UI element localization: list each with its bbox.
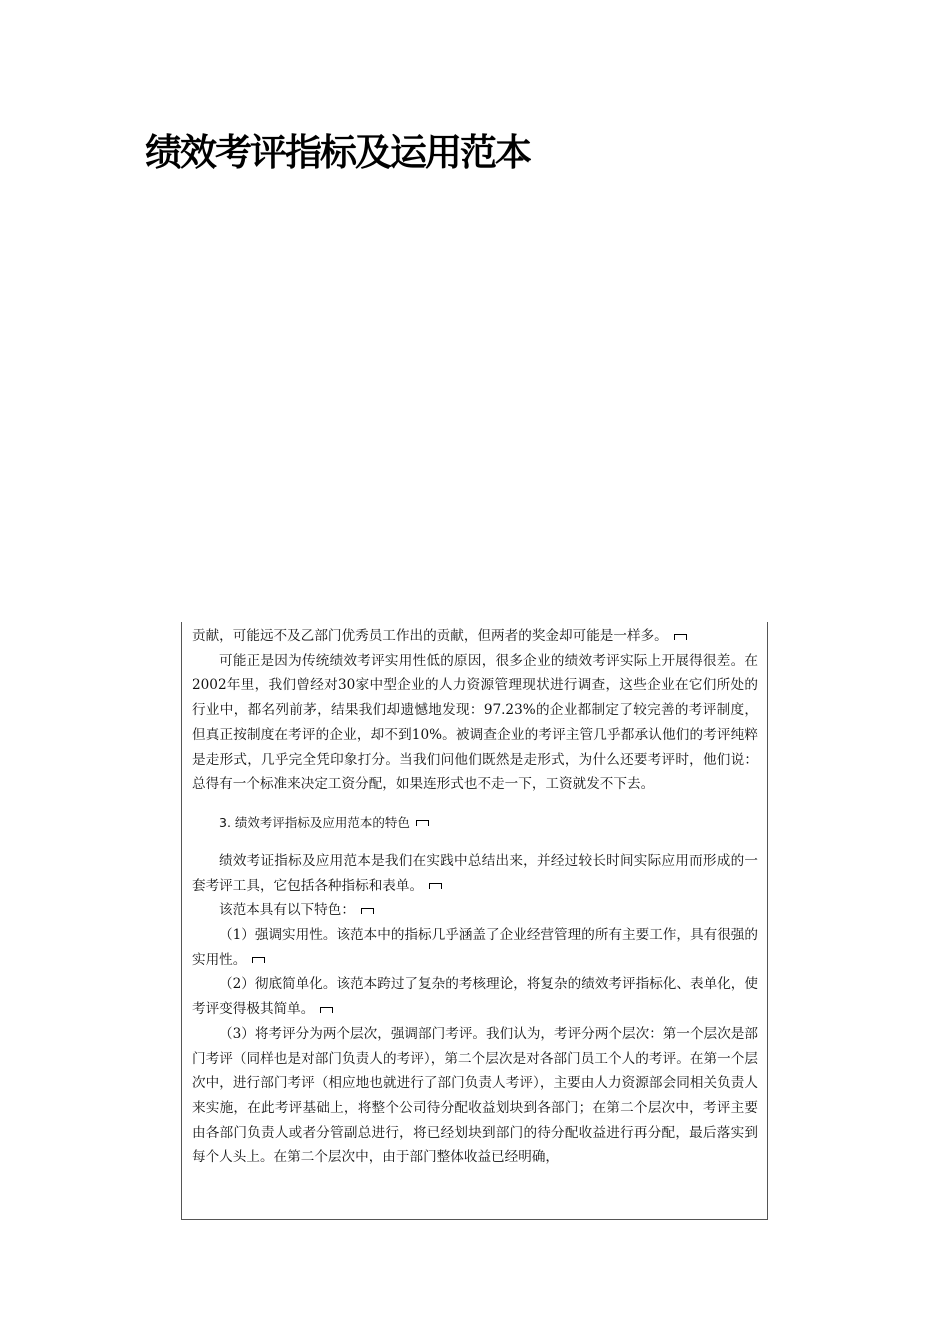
paragraph-mark-icon [320,1007,333,1013]
paragraph-text: （3）将考评分为两个层次，强调部门考评。我们认为，考评分两个层次：第一个层次是部门考评（同样也是对部门负责人的考评），第二个层次是对各部门员工个人的考评。在第一个层次中，进行部门考评（相应地也就进行了部门负责人考评），主要由人力资源部会同相关负责人来实施，在此考评基础上，将整个公司待分配收益划块到各部门；在第二个层次中，考评主要由各部门负责人或者分管副总进行，将已经划块到部门的待分配收益进行再分配，最后落实到每个人头上。在第二个层次中，由于部门整体收益已经明确， [192,1025,758,1166]
paragraph [192,972,758,1021]
paragraph [192,898,758,923]
paragraph [192,624,758,649]
document-title: 绩效考评指标及运用范本 [145,131,530,174]
paragraph-text: （1）强调实用性。该范本中的指标几乎涵盖了企业经营管理的所有主要工作，具有很强的实用性。 [192,927,758,968]
paragraph-text: 该范本具有以下特色： [219,902,355,919]
paragraph-mark-icon [361,908,374,914]
paragraph [192,1022,758,1170]
paragraph-text: （2）彻底简单化。该范本跨过了复杂的考核理论，将复杂的绩效考评指标化、表单化，使考评变得极其简单。 [192,976,758,1018]
section-heading [192,797,758,849]
paragraph-text: 贡献，可能远不及乙部门优秀员工作出的贡献，但两者的奖金却可能是一样多。 [192,628,668,644]
paragraph-text: 可能正是因为传统绩效考评实用性低的原因，很多企业的绩效考评实际上开展得很差。在2002年里，我们曾经对30家中型企业的人力资源管理现状进行调查，这些企业在它们所处的行业中，都名列前茅，结果我们却遗憾地发现：97.23%的企业都制定了较完善的考评制度，但真正按制度在考评的企业，却不到10%。被调查企业的考评主管几乎都承认他们的考评纯粹是走形式，几乎完全凭印象打分。当我们问他们既然是走形式，为什么还要考评时，他们说：总得有一个标准来决定工资分配，如果连形式也不走一下，工资就发不下去。 [192,652,758,793]
paragraph [192,849,758,898]
paragraph-mark-icon [252,957,265,963]
paragraph-mark-icon [416,820,429,826]
document-body [192,624,758,1170]
paragraph-mark-icon [674,634,687,640]
section-heading-text: 3. 绩效考评指标及应用范本的特色 [219,814,410,830]
paragraph-mark-icon [429,883,442,889]
paragraph [192,923,758,972]
paragraph-text: 绩效考证指标及应用范本是我们在实践中总结出来，并经过较长时间实际应用而形成的一套考评工具，它包括各种指标和表单。 [192,852,758,894]
paragraph [192,649,758,797]
